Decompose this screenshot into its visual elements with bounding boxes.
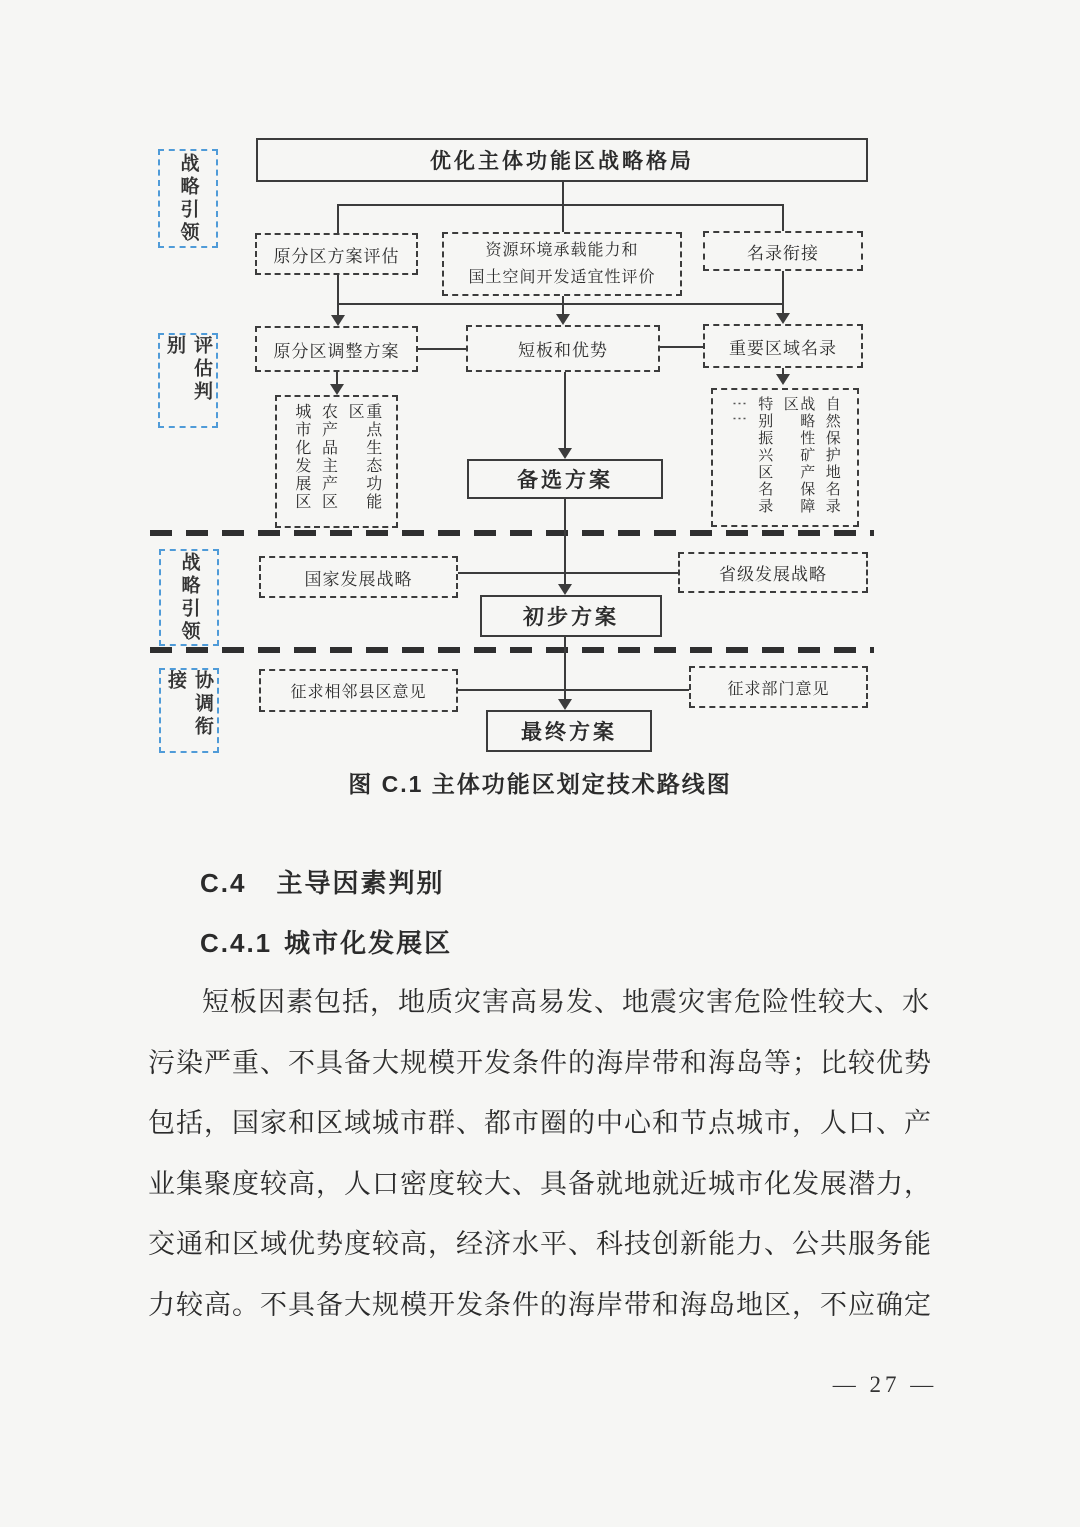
arrow-down-icon	[558, 584, 572, 595]
node-shortboard-advantage: 短板和优势	[466, 325, 660, 372]
side-label-evaluation: 评估判别	[158, 333, 218, 428]
figure-caption: 图 C.1 主体功能区划定技术路线图	[348, 771, 732, 797]
connector-line	[418, 348, 466, 350]
arrow-down-icon	[331, 315, 345, 326]
connector-line	[562, 182, 564, 205]
arrow-down-icon	[330, 384, 344, 395]
page-number: — 27 —	[832, 1372, 938, 1397]
connector-line	[660, 346, 703, 348]
region-catalog-item: 特别振兴区名录	[756, 396, 773, 515]
body-line: 污染严重、不具备大规模开发条件的海岸带和海岛等；比较优势	[148, 1047, 932, 1078]
node-original-plan-eval: 原分区方案评估	[255, 233, 418, 275]
arrow-down-icon	[556, 314, 570, 325]
section-heading-c41	[200, 923, 452, 960]
arrow-down-icon	[776, 313, 790, 324]
arrow-down-icon	[776, 374, 790, 385]
connector-line	[562, 296, 564, 314]
node-national-strategy: 国家发展战略	[259, 556, 458, 598]
arrow-down-icon	[558, 448, 572, 459]
connector-line	[458, 689, 689, 691]
node-provincial-strategy: 省级发展战略	[678, 552, 868, 593]
node-zone-types	[275, 395, 398, 528]
connector-line	[562, 204, 564, 232]
body-line: 短板因素包括，地质灾害高易发、地震灾害危险性较大、水	[202, 987, 930, 1017]
connector-line	[458, 572, 678, 574]
body-line: 力较高。不具备大规模开发条件的海岸带和海岛地区，不应确定	[148, 1289, 932, 1320]
node-preliminary-plan: 初步方案	[480, 595, 662, 637]
connector-line	[336, 372, 338, 384]
connector-line	[337, 275, 339, 315]
node-department-opinion: 征求部门意见	[689, 666, 868, 708]
region-catalog-item: 战略性矿产保障区	[781, 396, 815, 515]
body-line: 包括，国家和区域城市群、都市圈的中心和节点城市，人口、产	[148, 1108, 932, 1138]
zone-type-item: 重点生态功能区	[346, 403, 381, 511]
region-catalog-item: 自然保护地名录	[823, 396, 840, 515]
node-capacity-evaluation	[442, 232, 682, 296]
section-number: C.4	[200, 868, 247, 898]
body-paragraph	[148, 972, 930, 1335]
connector-line	[337, 303, 784, 305]
node-neighbor-county-opinion: 征求相邻县区意见	[259, 669, 458, 712]
connector-line	[337, 204, 784, 206]
body-line: 业集聚度较高，人口密度较大、具备就地就近城市化发展潜力，	[148, 1168, 932, 1199]
side-label-coordination: 协调衔接	[159, 668, 219, 753]
section-heading-c4	[200, 863, 444, 900]
zone-type-item: 农产品主产区	[319, 403, 337, 511]
node-adjusted-plan: 原分区调整方案	[255, 326, 418, 372]
ellipsis-dots-icon: ⋮⋮	[730, 396, 747, 426]
body-line: 交通和区域优势度较高，经济水平、科技创新能力、公共服务能	[148, 1229, 932, 1259]
section-divider	[150, 530, 874, 536]
node-region-catalogs	[711, 388, 859, 527]
connector-line	[337, 204, 339, 233]
connector-line	[782, 204, 784, 231]
node-candidate-plan: 备选方案	[467, 459, 663, 499]
side-label-strategy-top: 战略引领	[158, 149, 218, 248]
connector-line	[782, 271, 784, 313]
section-title: 主导因素判别	[276, 868, 445, 898]
node-important-region-catalog: 重要区域名录	[703, 324, 863, 368]
arrow-down-icon	[558, 699, 572, 710]
node-top-goal: 优化主体功能区战略格局	[256, 138, 868, 182]
section-number: C.4.1	[200, 928, 273, 958]
node-capacity-line1: 资源环境承载能力和	[485, 241, 639, 259]
node-final-plan: 最终方案	[486, 710, 652, 752]
zone-type-item: 城市化发展区	[292, 403, 310, 511]
side-label-strategy-mid: 战略引领	[159, 549, 219, 646]
connector-line	[564, 372, 566, 448]
node-catalog-link: 名录衔接	[703, 231, 863, 271]
section-title: 城市化发展区	[284, 928, 453, 958]
node-capacity-line2: 国土空间开发适宜性评价	[468, 269, 656, 286]
section-divider	[150, 647, 874, 653]
